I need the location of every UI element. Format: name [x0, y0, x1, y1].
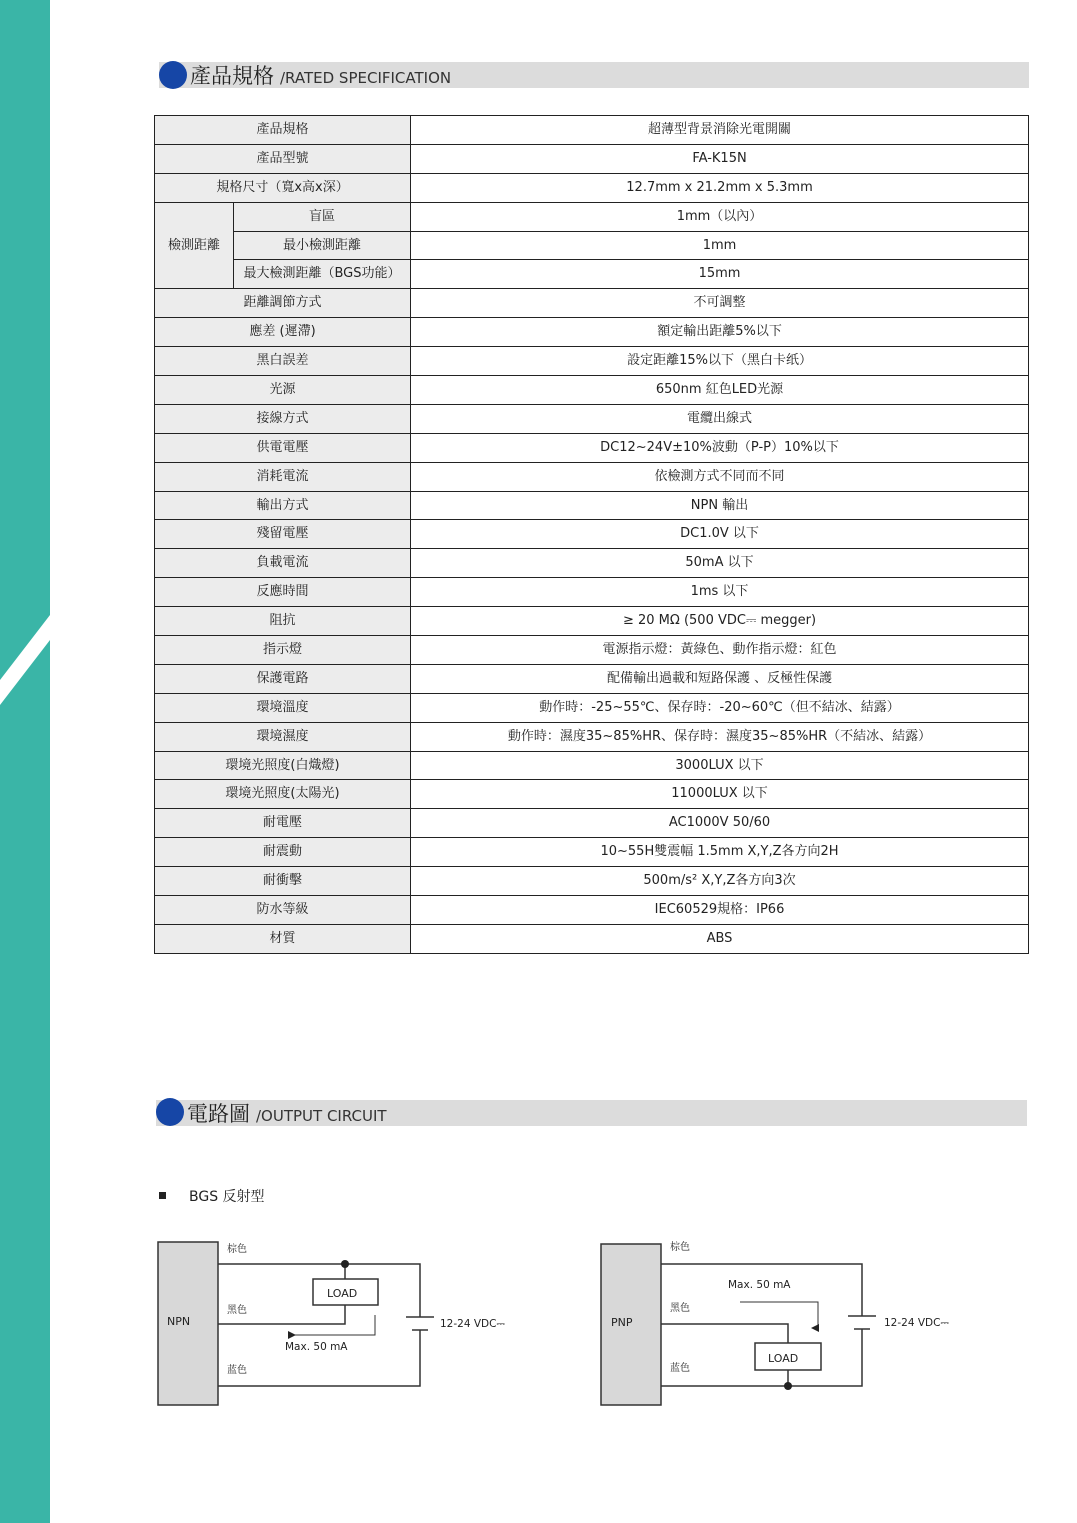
spec-value: 電纜出線式: [411, 404, 1029, 433]
spec-table: [154, 115, 1029, 954]
pnp-load-label: LOAD: [768, 1352, 799, 1365]
spec-value: 650nm 紅色LED光源: [411, 376, 1029, 405]
npn-blue-label: 蓝色: [227, 1365, 247, 1376]
spec-row: [155, 260, 1029, 289]
spec-label: 規格尺寸（寬x高x深）: [155, 173, 411, 202]
spec-value: IEC60529規格：IP66: [411, 896, 1029, 925]
spec-row: [155, 347, 1029, 376]
circuit-title-en: /OUTPUT CIRCUIT: [256, 1107, 387, 1125]
spec-section-dot: [159, 61, 187, 89]
npn-max-current: Max. 50 mA: [285, 1341, 348, 1353]
spec-label: 最小檢測距離: [234, 231, 411, 260]
spec-label: 耐衝擊: [155, 867, 411, 896]
spec-label: 環境溫度: [155, 693, 411, 722]
spec-label: 接線方式: [155, 404, 411, 433]
spec-row: [155, 462, 1029, 491]
spec-row: [155, 867, 1029, 896]
spec-row: [155, 838, 1029, 867]
spec-label: 環境光照度(白熾燈): [155, 751, 411, 780]
npn-supply-label: 12-24 VDC⎓: [440, 1318, 505, 1330]
spec-row: [155, 549, 1029, 578]
spec-row: [155, 636, 1029, 665]
spec-value: 動作時：濕度35~85%HR、保存時：濕度35~85%HR（不結冰、結露）: [411, 722, 1029, 751]
spec-value: FA-K15N: [411, 144, 1029, 173]
spec-label: 盲區: [234, 202, 411, 231]
spec-row: [155, 144, 1029, 173]
spec-label: 環境光照度(太陽光): [155, 780, 411, 809]
spec-label: 環境濕度: [155, 722, 411, 751]
spec-value: NPN 輸出: [411, 491, 1029, 520]
spec-value: 額定輸出距離5%以下: [411, 318, 1029, 347]
spec-row: [155, 433, 1029, 462]
spec-value: AC1000V 50/60: [411, 809, 1029, 838]
spec-label: 輸出方式: [155, 491, 411, 520]
npn-load-label: LOAD: [327, 1287, 358, 1300]
spec-label: 指示燈: [155, 636, 411, 665]
pnp-max-current: Max. 50 mA: [728, 1279, 791, 1291]
spec-row: [155, 693, 1029, 722]
spec-label: 阻抗: [155, 607, 411, 636]
spec-label: 材質: [155, 924, 411, 953]
pnp-supply-label: 12-24 VDC⎓: [884, 1317, 949, 1329]
spec-value: ABS: [411, 924, 1029, 953]
spec-section-title: [190, 60, 451, 90]
spec-label: 負載電流: [155, 549, 411, 578]
spec-row: [155, 809, 1029, 838]
left-accent-bar: [0, 0, 50, 1523]
npn-blue-wire: [218, 1330, 420, 1386]
spec-value: 1mm（以內）: [411, 202, 1029, 231]
spec-row: [155, 116, 1029, 145]
spec-value: 電源指示燈：黃綠色、動作指示燈：紅色: [411, 636, 1029, 665]
spec-value: 10~55H雙震幅 1.5mm X,Y,Z各方向2H: [411, 838, 1029, 867]
spec-value: 設定距離15%以下（黑白卡纸）: [411, 347, 1029, 376]
bgs-title: BGS 反射型: [189, 1189, 265, 1205]
npn-black-label: 黑色: [227, 1305, 247, 1316]
spec-label: 最大檢測距離（BGS功能）: [234, 260, 411, 289]
pnp-brown-label: 棕色: [670, 1242, 690, 1253]
spec-value: 超薄型背景消除光電開關: [411, 116, 1029, 145]
spec-value: ≥ 20 MΩ (500 VDC⎓ megger): [411, 607, 1029, 636]
pnp-black-label: 黑色: [670, 1303, 690, 1314]
spec-value: DC1.0V 以下: [411, 520, 1029, 549]
spec-label: 殘留電壓: [155, 520, 411, 549]
spec-table-body: [155, 116, 1029, 954]
spec-row: [155, 173, 1029, 202]
spec-row: [155, 896, 1029, 925]
npn-box-label: NPN: [167, 1315, 191, 1328]
spec-row: [155, 722, 1029, 751]
spec-row: [155, 520, 1029, 549]
pnp-blue-label: 蓝色: [670, 1363, 690, 1374]
spec-value: 500m/s² X,Y,Z各方向3次: [411, 867, 1029, 896]
spec-row: [155, 491, 1029, 520]
spec-row: [155, 578, 1029, 607]
spec-value: DC12~24V±10%波動（P-P）10%以下: [411, 433, 1029, 462]
spec-row: [155, 664, 1029, 693]
spec-label: 供電電壓: [155, 433, 411, 462]
spec-label: 距離調節方式: [155, 289, 411, 318]
spec-row: [155, 751, 1029, 780]
spec-label: 耐電壓: [155, 809, 411, 838]
spec-label: 消耗電流: [155, 462, 411, 491]
spec-label: 防水等級: [155, 896, 411, 925]
spec-label: 保護電路: [155, 664, 411, 693]
spec-title-zh: 產品規格: [190, 64, 274, 88]
spec-value: 依檢測方式不同而不同: [411, 462, 1029, 491]
spec-value: 50mA 以下: [411, 549, 1029, 578]
spec-label: 應差 (遲滯): [155, 318, 411, 347]
spec-row: [155, 202, 1029, 231]
pnp-black-wire: [661, 1324, 788, 1343]
spec-value: 動作時：-25~55℃、保存時：-20~60℃（但不結冰、結露）: [411, 693, 1029, 722]
spec-label: 反應時間: [155, 578, 411, 607]
spec-row: [155, 780, 1029, 809]
circuit-section-dot: [156, 1098, 184, 1126]
npn-junction-dot: [341, 1260, 349, 1268]
spec-row: [155, 376, 1029, 405]
circuit-section-title: [187, 1098, 387, 1128]
spec-value: 1mm: [411, 231, 1029, 260]
pnp-junction-dot: [784, 1382, 792, 1390]
npn-circuit-diagram: [150, 1232, 530, 1417]
spec-title-en: /RATED SPECIFICATION: [280, 69, 452, 87]
npn-current-arrow: [295, 1315, 375, 1335]
spec-row: [155, 289, 1029, 318]
spec-value: 不可調整: [411, 289, 1029, 318]
bullet-square-icon: [159, 1192, 166, 1199]
spec-label: 耐震動: [155, 838, 411, 867]
spec-row: [155, 404, 1029, 433]
spec-group-label: 檢測距離: [155, 202, 234, 289]
spec-value: 15mm: [411, 260, 1029, 289]
spec-value: 11000LUX 以下: [411, 780, 1029, 809]
spec-row: [155, 318, 1029, 347]
circuit-title-zh: 電路圖: [187, 1102, 250, 1126]
sidebar-stripe: [0, 0, 50, 1523]
spec-row: [155, 231, 1029, 260]
npn-brown-label: 棕色: [227, 1244, 247, 1255]
spec-value: 12.7mm x 21.2mm x 5.3mm: [411, 173, 1029, 202]
spec-label: 產品型號: [155, 144, 411, 173]
spec-value: 配備輸出過載和短路保護 、反極性保護: [411, 664, 1029, 693]
spec-row: [155, 924, 1029, 953]
pnp-box-label: PNP: [611, 1316, 633, 1329]
spec-label: 產品規格: [155, 116, 411, 145]
spec-row: [155, 607, 1029, 636]
spec-label: 黑白誤差: [155, 347, 411, 376]
spec-value: 3000LUX 以下: [411, 751, 1029, 780]
pnp-circuit-diagram: [593, 1232, 983, 1417]
spec-label: 光源: [155, 376, 411, 405]
spec-value: 1ms 以下: [411, 578, 1029, 607]
